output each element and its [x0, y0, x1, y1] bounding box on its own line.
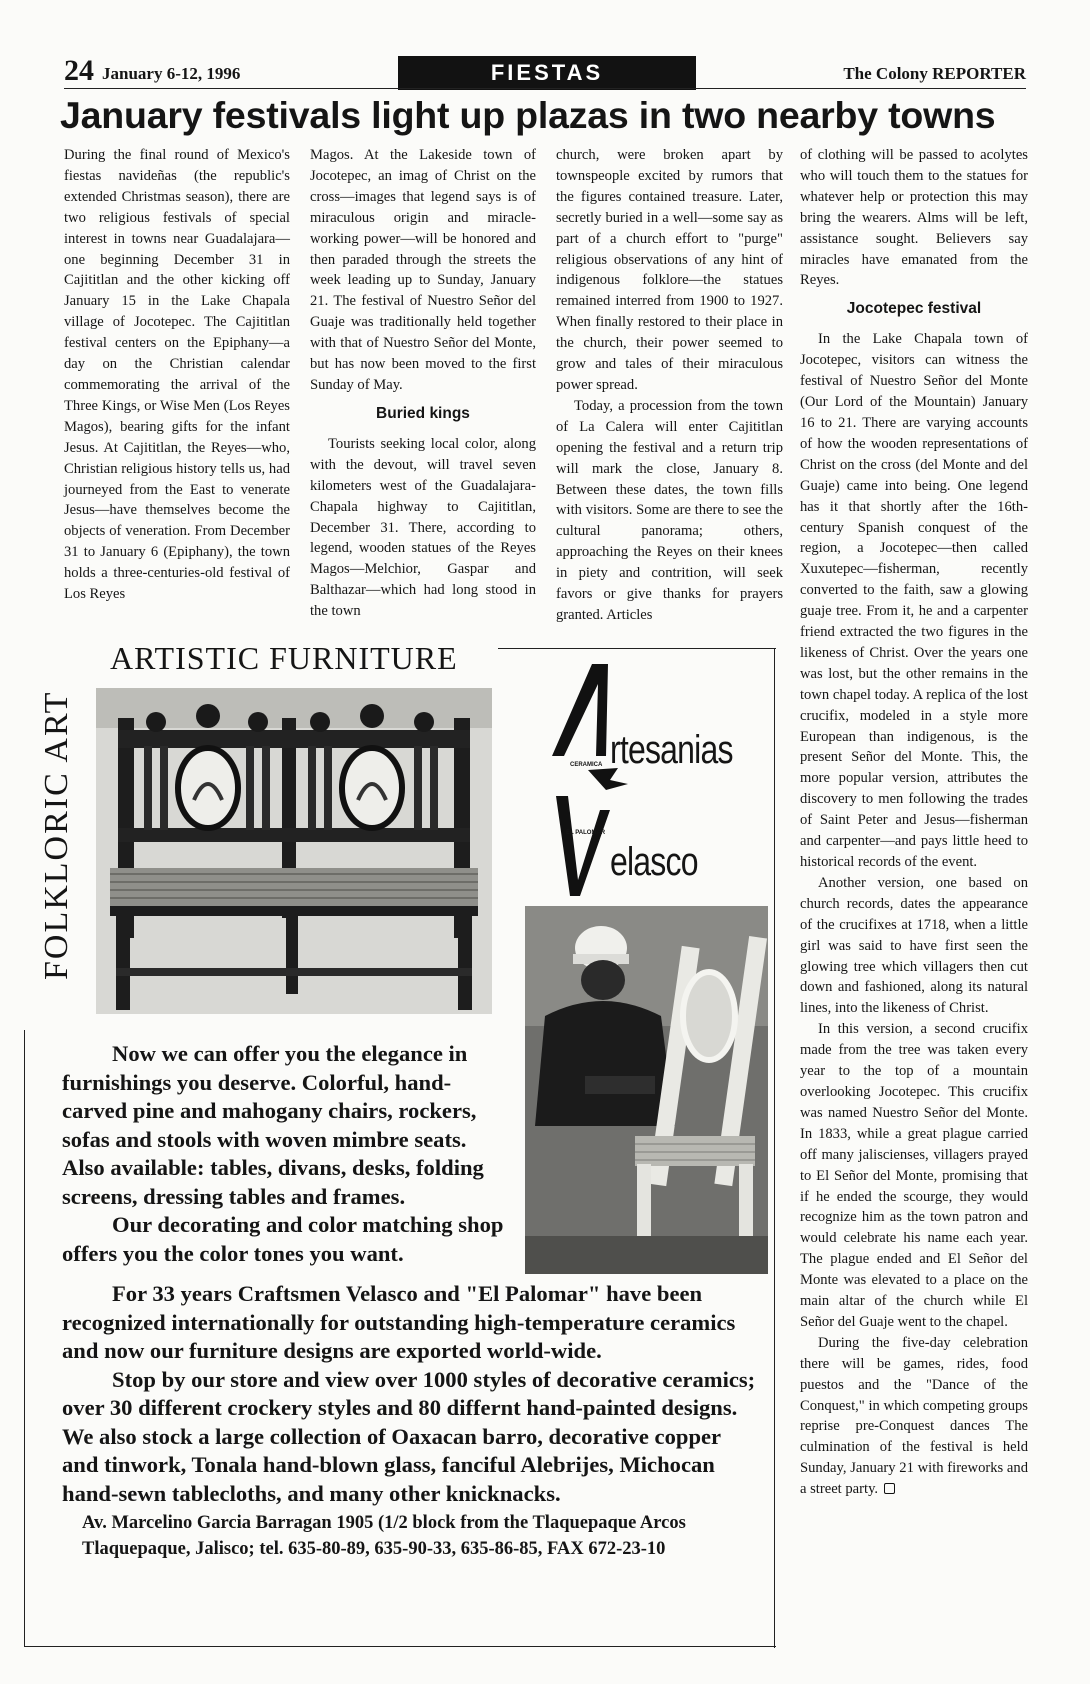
article-column-1 — [64, 145, 290, 605]
article-column-4 — [800, 145, 1028, 1500]
article-paragraph: Magos. At the Lakeside town of Jocotepec, an imag of Christ on the cross—images that legend says is of miraculous origin and miracle-working power—will be honored and then paraded through the streets the week leading up to Sunday, January 21. The festival of Nuestro Señor del Guaje was traditionally held together with that of Nuestro Señor del Monte, but has now been moved to the first Sunday of May. — [310, 147, 536, 393]
ad-border-top — [498, 648, 776, 649]
publication-name: The Colony REPORTER — [843, 64, 1026, 83]
article-paragraph: In the Lake Chapala town of Jocotepec, visitors can witness the festival of Nuestro Señor del Monte (Our Lord of the Mountain) January 16 to 21. There are varying accounts of how the wooden representations of Christ on the cross (del Monte and del Guaje) came into being. One legend has it that shortly after the 16th-century Spanish conquest of the region, a Jocotepec—then called Xuxutepec—fisherman, recently converted to the faith, saw a glowing guaje tree. From it, he and a carpenter friend extracted the two figures in the likeness of Christ. Over the years one was lost, but the other remains in the town chapel today. A replica of the lost crucifix, modeled in a style more European than indigenous, is the present Señor del Monte. This, the more popular version, attributes the discovery to men following the trades of Saint Peter and Jesus—fisherman and carpenter—and pays little heed to historical records of the event. — [800, 331, 1028, 870]
article-paragraph: In this version, a second crucifix made from the tree was taken every year to the top of a mountain overlooking Jocotepec. This crucifix was named Nuestro Señor del Monte. In 1833, while a great plague carried off many jaliscienses, villagers prayed to El Señor del Monte, promising that if he ended the scourge, they would recognize him as the town patron and would celebrate his name each year. The plague ended and El Señor del Monte was elevated to a place on the main altar of the church while El Señor del Guaje went to the chapel. — [800, 1021, 1028, 1330]
ad-paragraph: Now we can offer you the elegance in furnishings you deserve. Colorful, hand-carved pine and mahogany chairs, rockers, sofas and stools with woven mimbre seats. Also available: tables, divans, desks, folding screens, dressing tables and frames. — [62, 1041, 484, 1209]
ad-border-right — [774, 648, 775, 1648]
address-line-2: Tlaquepaque, Jalisco; tel. 635-80-89, 635-90-33, 635-86-85, FAX 672-23-10 — [82, 1539, 666, 1559]
section-banner — [398, 56, 696, 90]
page-number: 24 — [64, 54, 94, 87]
header-rule — [64, 88, 1026, 89]
ad-copy-furniture — [62, 1040, 512, 1268]
article-column-2 — [310, 145, 536, 622]
carved-bench-image — [96, 688, 492, 1014]
logo-caption-palomar: EL PALOMAR — [566, 830, 606, 836]
article-paragraph: Today, a procession from the town of La Calera will enter Cajititlan opening the festival and a return trip will mark the close, January 8. Between these dates, the town fills with visitors. Some are there to see the cultural panorama; others, approaching the Reyes on their knees in piety and contrition, will seek favors or give thanks for prayers granted. Articles — [556, 397, 783, 623]
ad-border-left — [24, 1030, 25, 1647]
bench-photo — [96, 688, 492, 1014]
craftsman-photo — [525, 906, 768, 1274]
ad-paragraph: For 33 years Craftsmen Velasco and "El Palomar" have been recognized internationally for outstanding high-temperature ceramics and now our furniture designs are exported world-wide. — [62, 1281, 736, 1363]
article-paragraph: Tourists seeking local color, along with the devout, will travel seven kilometers west of the Guadalajara-Chapala highway to Cajititlan, December 31. There, according to legend, wooden statues of the Reyes Magos—Melchior, Gaspar and Balthazar—which had long stood in the town — [310, 435, 536, 620]
article-paragraph: church, were broken apart by townspeople excited by rumors that the figures contained treasure. Later, secretly buried in a well—some say as part of a church effort to "purge" religious observations of any hint of indigenous folklore—the statues remained interred from 1900 to 1927. When finally restored to their place in the church, their power seemed to grow and tales of their miraculous power spread. — [556, 147, 783, 393]
article-paragraph — [800, 1333, 1028, 1500]
article-paragraph-text: During the five-day celebration there will be games, rides, food puestos and the "Dance of the Conquest," in which competing groups reprise pre-Conquest dances The culmination of the festival is held Sunday, January 21 with fireworks and a street party. — [800, 1334, 1028, 1498]
section-label: FIESTAS — [490, 60, 604, 85]
ad-copy-ceramics — [62, 1280, 762, 1562]
article-column-3 — [556, 145, 783, 626]
store-address — [62, 1510, 762, 1562]
logo-word-artesanias: rtesanias — [610, 728, 733, 772]
craftsman-image — [525, 906, 768, 1274]
end-mark-icon — [884, 1483, 895, 1494]
ad-paragraph: Stop by our store and view over 1000 styles of decorative ceramics; over 30 different crockery styles and 80 differnt hand-painted designs. We also stock a large collection of Oaxacan barro, decorative copper and tinwork, Tonala hand-blown glass, fanciful Alebrijes, Michocan hand-sewn tablecloths, and many other knicknacks. — [62, 1366, 756, 1506]
ad-paragraph: Our decorating and color matching shop offers you the color tones you want. — [62, 1212, 504, 1266]
logo-caption-ceramica: CERAMICA — [570, 762, 603, 768]
subheading-buried-kings: Buried kings — [376, 404, 470, 422]
ad-border-bottom — [24, 1646, 776, 1647]
issue-date: January 6-12, 1996 — [102, 64, 241, 83]
ad-side-text: FOLKLORIC ART — [38, 690, 75, 980]
headline: January festivals light up plazas in two nearby towns — [60, 94, 996, 136]
address-line-1: Av. Marcelino Garcia Barragan 1905 (1/2 block from the Tlaquepaque Arcos — [82, 1513, 686, 1533]
logo-word-velasco: elasco — [610, 840, 698, 884]
article-paragraph: of clothing will be passed to acolytes who will touch them to the statues for whatever help or protection this may bring the wearers. Alms will be left, assistance sought. Believers say miracles have emanated from the Reyes. — [800, 147, 1028, 289]
article-paragraph: Another version, one based on church records, dates the appearance of the crucifixes at 1718, when a little girl was said to have first seen the glowing tree which villagers then cut down and fashioned, along its natural lines, into the likeness of Christ. — [800, 874, 1028, 1017]
subheading-jocotepec-festival: Jocotepec festival — [846, 300, 982, 318]
ad-title: ARTISTIC FURNITURE — [110, 640, 458, 676]
article-paragraph: During the final round of Mexico's fiestas navideñas (the republic's extended Christmas season), there are two religious festivals of special interest in towns near Guadalajara—one beginning December 31 in Cajititlan and the other kicking off January 15 in the Lake Chapala village of Jocotepec. The Cajititlan festival centers on the Epiphany—a day on the Christian calendar commemorating the arrival of the Three Kings, or Wise Men (Los Reyes Magos), bearing gifts for the infant Jesus. At Cajititlan, the Reyes—who, Christian religious history tells us, had journeyed from the East to venerate Jesus—have themselves become the objects of veneration. From December 31 to January 6 (Epiphany), the town holds a three-centuries-old festival of Los Reyes — [64, 147, 290, 603]
